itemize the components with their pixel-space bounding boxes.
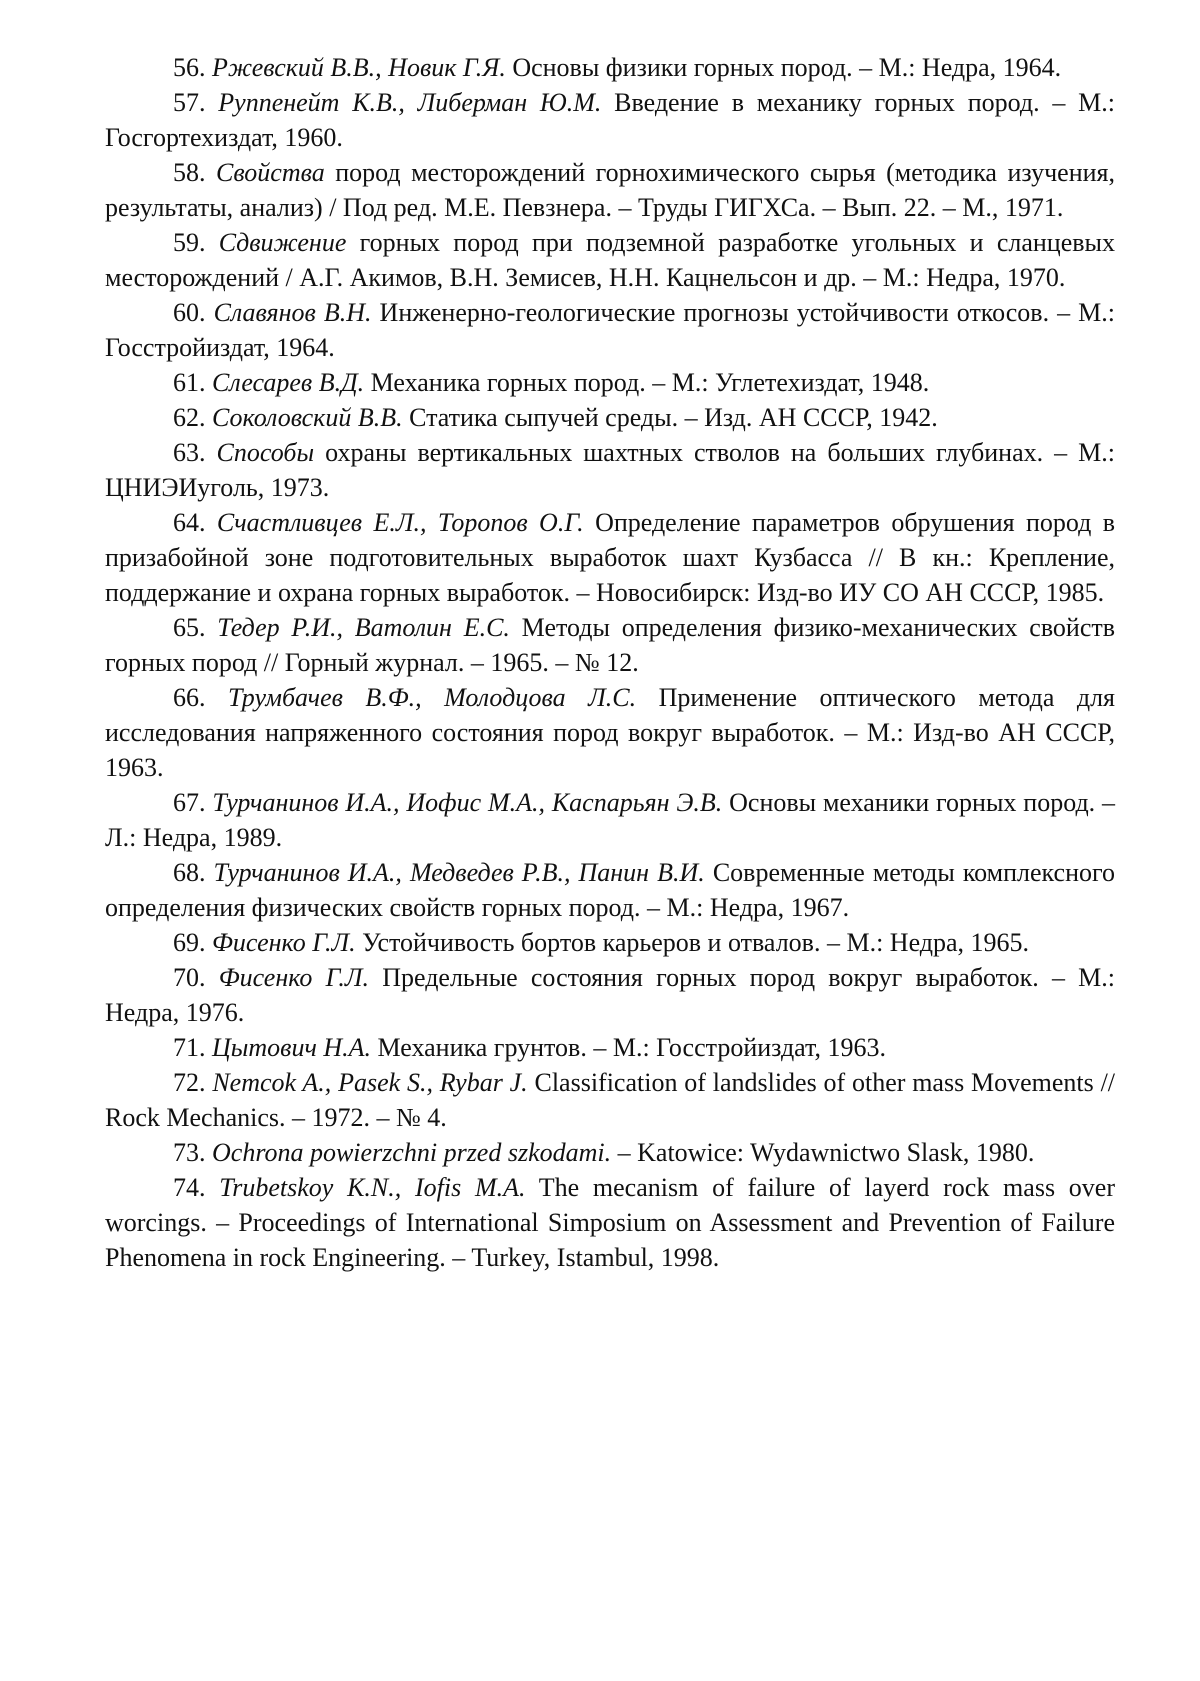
reference-number: 58. [173,158,206,187]
reference-text: Основы физики горных пород. – М.: Недра, 1964. [512,53,1062,82]
reference-number: 64. [173,508,206,537]
reference-text: Определение параметров обрушения пород в призабойной зоне подготовительных выработок шахт Кузбасса // В кн.: Крепление, поддержание и охрана горных выработок. – Новосибирск: Изд-во ИУ СО АН СССР, 1985. [105,508,1116,607]
reference-authors: Фисенко Г.Л. [218,963,370,992]
reference-number: 66. [173,683,206,712]
reference-number: 61. [173,368,206,397]
reference-authors: Nemcok A., Pasek S., Rybar J. [212,1068,528,1097]
reference-text: пород месторождений горнохимического сырья (методика изучения, результаты, анализ) / Под ред. М.Е. Певзнера. – Труды ГИГХСа. – Вып. 22. – М., 1971. [105,158,1116,222]
reference-item [105,435,1115,505]
reference-item [105,610,1115,680]
reference-authors: Трумбачев В.Ф., Молодцова Л.С. [227,683,637,712]
reference-number: 60. [173,298,206,327]
reference-authors: Славянов В.Н. [213,298,372,327]
reference-text: Механика грунтов. – М.: Госстройиздат, 1963. [377,1033,886,1062]
reference-text: Введение в механику горных пород. – М.: Госгортехиздат, 1960. [105,88,1115,152]
reference-authors: Руппенейт К.В., Либерман Ю.М. [218,88,602,117]
reference-item [105,155,1115,225]
reference-number: 63. [173,438,206,467]
reference-item [105,1065,1115,1135]
reference-text: The mecanism of failure of layerd rock mass over worcings. – Proceedings of International Simposium on Assessment and Prevention of Failure Phenomena in rock Engineering. – Turkey, Istambul, 1998. [105,1173,1115,1272]
reference-authors: Цытович Н.А. [212,1033,372,1062]
reference-authors: Турчанинов И.А., Медведев Р.В., Панин В.И. [213,858,705,887]
reference-number: 67. [173,788,206,817]
reference-text: Устойчивость бортов карьеров и отвалов. – М.: Недра, 1965. [362,928,1030,957]
reference-item [105,50,1115,85]
reference-item [105,225,1115,295]
reference-authors: Соколовский В.В. [212,403,403,432]
reference-item [105,1030,1115,1065]
reference-authors: Способы [216,438,315,467]
reference-item [105,680,1115,785]
reference-number: 73. [173,1138,206,1167]
document-page [105,50,1115,1275]
reference-item [105,505,1115,610]
reference-number: 70. [173,963,206,992]
reference-number: 72. [173,1068,206,1097]
reference-number: 65. [173,613,206,642]
reference-authors: Ochrona powierzchni przed szkodami. [212,1138,612,1167]
reference-item [105,960,1115,1030]
reference-item [105,295,1115,365]
reference-number: 56. [173,53,206,82]
reference-text: Основы механики горных пород. – Л.: Недра, 1989. [105,788,1116,852]
reference-text: Механика горных пород. – М.: Углетехиздат, 1948. [370,368,930,397]
reference-item [105,785,1115,855]
reference-authors: Сдвижение [218,228,347,257]
reference-text: Classification of landslides of other mass Movements // Rock Mechanics. – 1972. – № 4. [105,1068,1116,1132]
reference-authors: Турчанинов И.А., Иофис М.А., Каспарьян Э.В. [212,788,723,817]
reference-text: Статика сыпучей среды. – Изд. АН СССР, 1942. [409,403,938,432]
reference-authors: Слесарев В.Д. [212,368,365,397]
reference-text: Предельные состояния горных пород вокруг выработок. – М.: Недра, 1976. [105,963,1115,1027]
reference-text: охраны вертикальных шахтных стволов на больших глубинах. – М.: ЦНИЭИуголь, 1973. [105,438,1116,502]
reference-text: Инженерно-геологические прогнозы устойчивости откосов. – М.: Госстройиздат, 1964. [105,298,1116,362]
reference-item [105,925,1115,960]
reference-number: 74. [173,1173,206,1202]
reference-list [105,50,1115,1275]
reference-text: – Katowice: Wydawnictwo Slask, 1980. [617,1138,1035,1167]
reference-authors: Ржевский В.В., Новик Г.Я. [212,53,506,82]
reference-authors: Trubetskoy K.N., Iofis M.A. [219,1173,526,1202]
reference-number: 69. [173,928,206,957]
reference-text: горных пород при подземной разработке угольных и сланцевых месторождений / А.Г. Акимов, В.Н. Земисев, Н.Н. Кацнельсон и др. – М.: Недра, 1970. [105,228,1115,292]
reference-text: Современные методы комплексного определения физических свойств горных пород. – М.: Недра, 1967. [105,858,1116,922]
reference-authors: Фисенко Г.Л. [212,928,356,957]
reference-authors: Тедер Р.И., Ватолин Е.С. [217,613,510,642]
reference-number: 68. [173,858,206,887]
reference-item [105,400,1115,435]
reference-number: 71. [173,1033,206,1062]
reference-item [105,855,1115,925]
reference-authors: Свойства [216,158,325,187]
reference-number: 62. [173,403,206,432]
reference-item [105,1135,1115,1170]
reference-number: 59. [173,228,206,257]
reference-item [105,85,1115,155]
reference-item [105,1170,1115,1275]
reference-authors: Счастливцев Е.Л., Торопов О.Г. [216,508,584,537]
reference-text: Применение оптического метода для исследования напряженного состояния пород вокруг выработок. – М.: Изд-во АН СССР, 1963. [105,683,1116,782]
reference-item [105,365,1115,400]
reference-number: 57. [173,88,206,117]
reference-text: Методы определения физико-механических свойств горных пород // Горный журнал. – 1965. – № 12. [105,613,1116,677]
